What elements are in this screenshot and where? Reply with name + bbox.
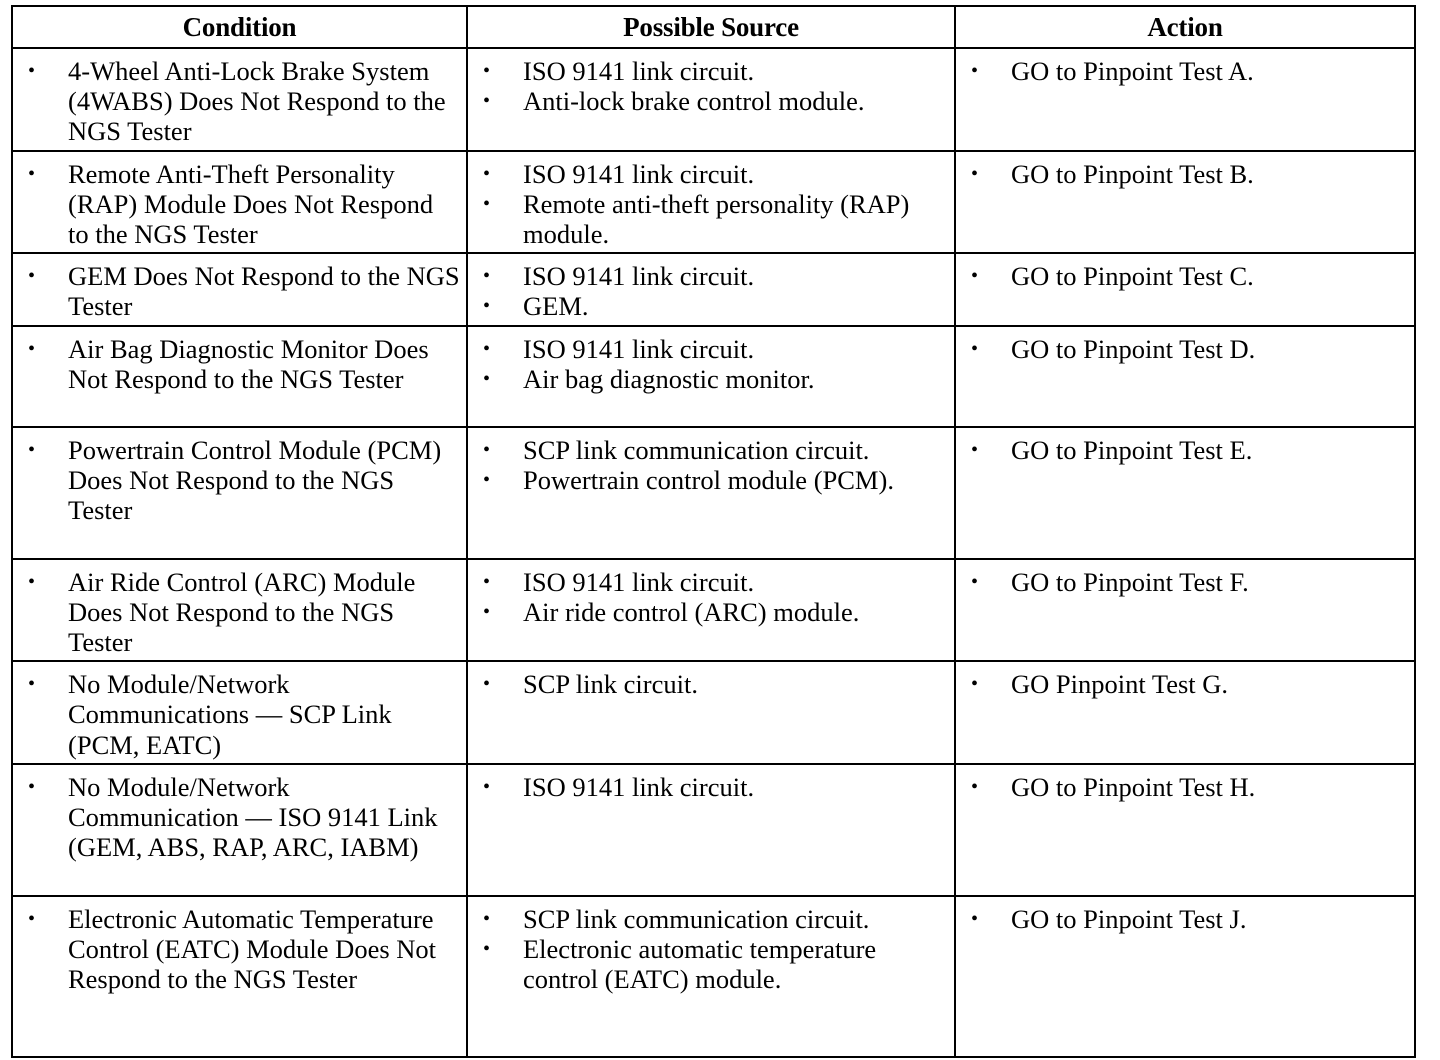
bullet-list <box>956 669 1414 699</box>
bullet-list <box>468 904 954 995</box>
bullet-icon: • <box>483 468 491 491</box>
possible-source-cell <box>467 326 955 427</box>
possible-source-cell <box>467 151 955 254</box>
bullet-icon: • <box>28 60 36 82</box>
bullet-list <box>468 261 954 321</box>
bullet-item <box>13 159 466 250</box>
bullet-text: ISO 9141 link circuit. <box>523 771 755 802</box>
bullet-icon: • <box>28 265 36 288</box>
bullet-text: 4-Wheel Anti-Lock Brake System (4WABS) Does Not Respond to the NGS Tester <box>68 56 446 147</box>
bullet-text: GEM Does Not Respond to the NGS Tester <box>68 261 460 322</box>
header-action: Action <box>955 6 1415 48</box>
bullet-list <box>13 334 466 394</box>
bullet-text: Air Bag Diagnostic Monitor Does Not Respond to the NGS Tester <box>68 333 429 394</box>
bullet-text: Remote Anti-Theft Personality (RAP) Module Does Not Respond to the NGS Tester <box>68 158 434 250</box>
bullet-icon: • <box>971 570 979 593</box>
bullet-icon: • <box>483 60 491 82</box>
bullet-item <box>468 465 954 495</box>
bullet-item <box>956 669 1414 699</box>
bullet-list <box>468 56 954 116</box>
bullet-item <box>468 567 954 597</box>
bullet-icon: • <box>483 438 491 461</box>
bullet-list <box>13 56 466 147</box>
table-row <box>12 559 1415 662</box>
bullet-icon: • <box>483 673 491 696</box>
bullet-item <box>956 159 1414 189</box>
bullet-list <box>956 904 1414 934</box>
possible-source-cell <box>467 764 955 896</box>
bullet-text: ISO 9141 link circuit. <box>523 566 755 597</box>
bullet-text: GO to Pinpoint Test E. <box>1011 434 1253 465</box>
bullet-text: SCP link communication circuit. <box>523 903 870 934</box>
bullet-icon: • <box>483 775 491 798</box>
bullet-text: ISO 9141 link circuit. <box>523 333 755 364</box>
bullet-text: Air Ride Control (ARC) Module Does Not Respond to the NGS Tester <box>68 566 416 658</box>
bullet-text: GO to Pinpoint Test B. <box>1011 158 1254 189</box>
bullet-text: ISO 9141 link circuit. <box>523 261 755 292</box>
bullet-text: ISO 9141 link circuit. <box>523 158 755 189</box>
possible-source-cell <box>467 48 955 151</box>
bullet-list <box>13 904 466 995</box>
bullet-icon: • <box>483 162 491 185</box>
bullet-list <box>13 669 466 760</box>
bullet-icon: • <box>971 337 979 360</box>
bullet-list <box>468 159 954 250</box>
bullet-icon: • <box>28 337 36 360</box>
action-cell <box>955 326 1415 427</box>
bullet-item <box>13 567 466 658</box>
header-possible-source: Possible Source <box>467 6 955 48</box>
bullet-icon: • <box>483 295 491 318</box>
condition-cell <box>12 48 467 151</box>
bullet-icon: • <box>28 673 36 696</box>
bullet-item <box>468 364 954 394</box>
bullet-list <box>956 261 1414 291</box>
bullet-list <box>468 669 954 699</box>
bullet-list <box>956 772 1414 802</box>
condition-cell <box>12 151 467 254</box>
bullet-icon: • <box>28 907 36 930</box>
bullet-icon: • <box>971 775 979 798</box>
bullet-icon: • <box>483 938 491 961</box>
bullet-item <box>13 772 466 863</box>
bullet-icon: • <box>483 907 491 930</box>
bullet-item <box>956 435 1414 465</box>
bullet-text: GEM. <box>523 291 589 322</box>
bullet-icon: • <box>483 265 491 288</box>
bullet-item <box>13 435 466 526</box>
diagnostic-table <box>11 5 1416 1058</box>
bullet-item <box>956 334 1414 364</box>
bullet-item <box>468 261 954 291</box>
bullet-item <box>468 159 954 189</box>
bullet-item <box>468 189 954 249</box>
bullet-list <box>468 435 954 495</box>
bullet-icon: • <box>971 60 979 82</box>
action-cell <box>955 764 1415 896</box>
bullet-text: GO to Pinpoint Test H. <box>1011 771 1256 802</box>
bullet-item <box>468 772 954 802</box>
bullet-item <box>956 904 1414 934</box>
action-cell <box>955 559 1415 662</box>
bullet-list <box>468 772 954 802</box>
bullet-list <box>13 772 466 863</box>
table-row <box>12 661 1415 764</box>
table-row <box>12 48 1415 151</box>
bullet-icon: • <box>971 162 979 185</box>
bullet-icon: • <box>28 570 36 593</box>
bullet-list <box>13 261 466 321</box>
bullet-icon: • <box>971 265 979 288</box>
condition-cell <box>12 764 467 896</box>
bullet-text: Powertrain Control Module (PCM) Does Not Respond to the NGS Tester <box>68 434 442 526</box>
condition-cell <box>12 326 467 427</box>
bullet-icon: • <box>28 775 36 798</box>
bullet-list <box>956 56 1414 86</box>
bullet-icon: • <box>483 367 491 390</box>
bullet-item <box>468 86 954 116</box>
bullet-icon: • <box>971 438 979 461</box>
bullet-item <box>468 597 954 627</box>
condition-cell <box>12 896 467 1057</box>
bullet-list <box>13 567 466 658</box>
condition-cell <box>12 253 467 325</box>
bullet-text: No Module/Network Communication — ISO 9141 Link (GEM, ABS, RAP, ARC, IABM) <box>68 771 438 863</box>
bullet-icon: • <box>483 90 491 113</box>
bullet-item <box>13 261 466 321</box>
bullet-text: Air bag diagnostic monitor. <box>523 363 815 394</box>
possible-source-cell <box>467 253 955 325</box>
bullet-icon: • <box>971 673 979 696</box>
bullet-text: Air ride control (ARC) module. <box>523 596 860 627</box>
header-condition: Condition <box>12 6 467 48</box>
bullet-text: Remote anti-theft personality (RAP) module. <box>523 188 910 250</box>
bullet-item <box>13 669 466 760</box>
bullet-list <box>13 159 466 250</box>
condition-cell <box>12 427 467 559</box>
condition-cell <box>12 559 467 662</box>
bullet-text: GO to Pinpoint Test C. <box>1011 261 1254 292</box>
table-row <box>12 427 1415 559</box>
bullet-item <box>13 56 466 147</box>
action-cell <box>955 253 1415 325</box>
table-row <box>12 326 1415 427</box>
bullet-item <box>468 435 954 465</box>
table-header <box>12 6 1415 48</box>
bullet-text: GO to Pinpoint Test A. <box>1011 56 1254 86</box>
bullet-icon: • <box>483 570 491 593</box>
table-row <box>12 151 1415 254</box>
bullet-icon: • <box>971 907 979 930</box>
possible-source-cell <box>467 559 955 662</box>
bullet-item <box>468 904 954 934</box>
bullet-text: GO to Pinpoint Test J. <box>1011 903 1247 934</box>
bullet-icon: • <box>483 192 491 215</box>
action-cell <box>955 427 1415 559</box>
bullet-text: GO to Pinpoint Test D. <box>1011 333 1256 364</box>
action-cell <box>955 896 1415 1057</box>
bullet-text: Powertrain control module (PCM). <box>523 464 894 495</box>
bullet-list <box>956 567 1414 597</box>
bullet-icon: • <box>483 337 491 360</box>
bullet-list <box>956 334 1414 364</box>
bullet-text: GO to Pinpoint Test F. <box>1011 566 1249 597</box>
action-cell <box>955 661 1415 764</box>
bullet-item <box>956 772 1414 802</box>
bullet-text: Electronic Automatic Temperature Control (EATC) Module Does Not Respond to the NGS Tester <box>68 903 437 995</box>
possible-source-cell <box>467 896 955 1057</box>
bullet-text: GO Pinpoint Test G. <box>1011 669 1229 700</box>
bullet-item <box>13 904 466 995</box>
table-body <box>12 48 1415 1057</box>
bullet-item <box>956 56 1414 86</box>
bullet-list <box>468 334 954 394</box>
bullet-text: ISO 9141 link circuit. <box>523 56 755 86</box>
bullet-list <box>956 435 1414 465</box>
bullet-item <box>468 669 954 699</box>
bullet-item <box>468 934 954 994</box>
table-row <box>12 253 1415 325</box>
action-cell <box>955 48 1415 151</box>
bullet-icon: • <box>28 438 36 461</box>
bullet-icon: • <box>483 600 491 623</box>
bullet-text: No Module/Network Communications — SCP Link (PCM, EATC) <box>68 669 392 760</box>
table-row <box>12 896 1415 1057</box>
bullet-item <box>468 56 954 86</box>
table-row <box>12 764 1415 896</box>
bullet-list <box>13 435 466 526</box>
bullet-text: SCP link circuit. <box>523 669 698 700</box>
action-cell <box>955 151 1415 254</box>
bullet-item <box>468 291 954 321</box>
possible-source-cell <box>467 661 955 764</box>
header-row <box>12 6 1415 48</box>
bullet-text: Anti-lock brake control module. <box>523 86 865 117</box>
bullet-icon: • <box>28 162 36 185</box>
bullet-text: SCP link communication circuit. <box>523 434 870 465</box>
bullet-text: Electronic automatic temperature control (EATC) module. <box>523 934 877 995</box>
bullet-item <box>13 334 466 394</box>
bullet-list <box>468 567 954 627</box>
bullet-item <box>956 567 1414 597</box>
possible-source-cell <box>467 427 955 559</box>
bullet-item <box>956 261 1414 291</box>
bullet-list <box>956 159 1414 189</box>
bullet-item <box>468 334 954 364</box>
condition-cell <box>12 661 467 764</box>
